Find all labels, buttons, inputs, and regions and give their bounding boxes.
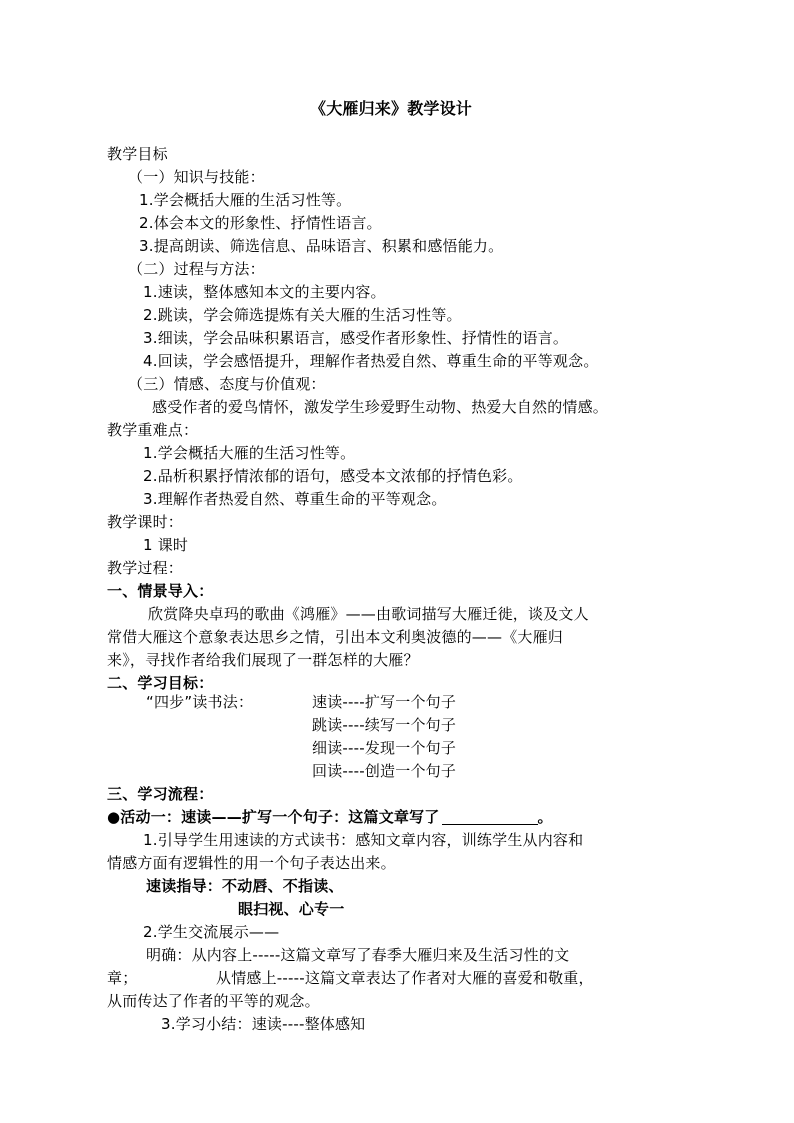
section3-heading: 三、学习流程： [107,785,214,803]
answer-blank [442,808,538,825]
goal2-item: 2.跳读，学会筛选提炼有关大雁的生活习性等。 [143,306,462,324]
method-step: 跳读----续写一个句子 [312,716,457,734]
activity1-paragraph2: 2.学生交流展示—— [143,923,280,941]
activity1-title [107,806,553,829]
clarify-line: 从情感上-----这篇文章表达了作者对大雁的喜爱和敬重， [216,969,594,987]
goal1-heading: （一）知识与技能： [128,168,265,186]
hours-heading: 教学课时： [107,513,184,531]
goal3-text: 感受作者的爱鸟情怀，激发学生珍爱野生动物、热爱大自然的情感。 [152,398,609,416]
section1-line: 来》，寻找作者给我们展现了一群怎样的大雁？ [107,651,419,669]
hours-value: 1 课时 [143,536,189,554]
activity1-title-end: 。 [537,808,553,826]
clarify-line: 明确：从内容上-----这篇文章写了春季大雁归来及生活习性的文 [146,946,570,964]
method-step: 细读----发现一个句子 [312,739,457,757]
key-point-item: 1.学会概括大雁的生活习性等。 [143,444,356,462]
key-point-item: 3.理解作者热爱自然、尊重生命的平等观念。 [143,490,447,508]
section1-line: 欣赏降央卓玛的歌曲《鸿雁》——由歌词描写大雁迁徙，谈及文人 [148,605,589,623]
goals-heading: 教学目标 [107,145,168,163]
goal1-item: 3.提高朗读、筛选信息、品味语言、积累和感悟能力。 [139,237,504,255]
activity1-summary: 3.学习小结：速读----整体感知 [161,1015,366,1033]
key-points-heading: 教学重难点： [107,421,199,439]
method-step: 回读----创造一个句子 [312,762,457,780]
reading-guide-line: 眼扫视、心专一 [238,900,345,918]
key-point-item: 2.品析积累抒情浓郁的语句，感受本文浓郁的抒情色彩。 [143,467,523,485]
section1-line: 常借大雁这个意象表达思乡之情，引出本文利奥波德的——《大雁归 [107,628,564,646]
section2-heading: 二、学习目标： [107,674,214,692]
reading-guide-line: 速读指导：不动唇、不指读、 [146,877,344,895]
goal2-item: 1.速读，整体感知本文的主要内容。 [143,283,386,301]
method-step: 速读----扩写一个句子 [312,693,457,711]
activity1-title-text: ●活动一：速读——扩写一个句子：这篇文章写了 [107,808,440,826]
activity1-paragraph1-line: 情感方面有逻辑性的用一个句子表达出来。 [107,854,396,872]
activity1-paragraph1-line: 1.引导学生用速读的方式读书：感知文章内容，训练学生从内容和 [143,831,584,849]
document-title: 《大雁归来》教学设计 [310,99,473,118]
goal2-item: 3.细读，学会品味积累语言，感受作者形象性、抒情性的语言。 [143,329,569,347]
goal1-item: 1.学会概括大雁的生活习性等。 [139,191,352,209]
goal1-item: 2.体会本文的形象性、抒情性语言。 [139,214,382,232]
method-label: “四步”读书法： [146,693,254,711]
clarify-line: 章； [107,969,138,987]
clarify-line: 从而传达了作者的平等的观念。 [107,992,320,1010]
goal2-heading: （二）过程与方法： [128,260,265,278]
goal3-heading: （三）情感、态度与价值观： [128,375,326,393]
process-heading: 教学过程： [107,559,184,577]
goal2-item: 4.回读，学会感悟提升，理解作者热爱自然、尊重生命的平等观念。 [143,352,599,370]
section1-heading: 一、情景导入： [107,582,214,600]
